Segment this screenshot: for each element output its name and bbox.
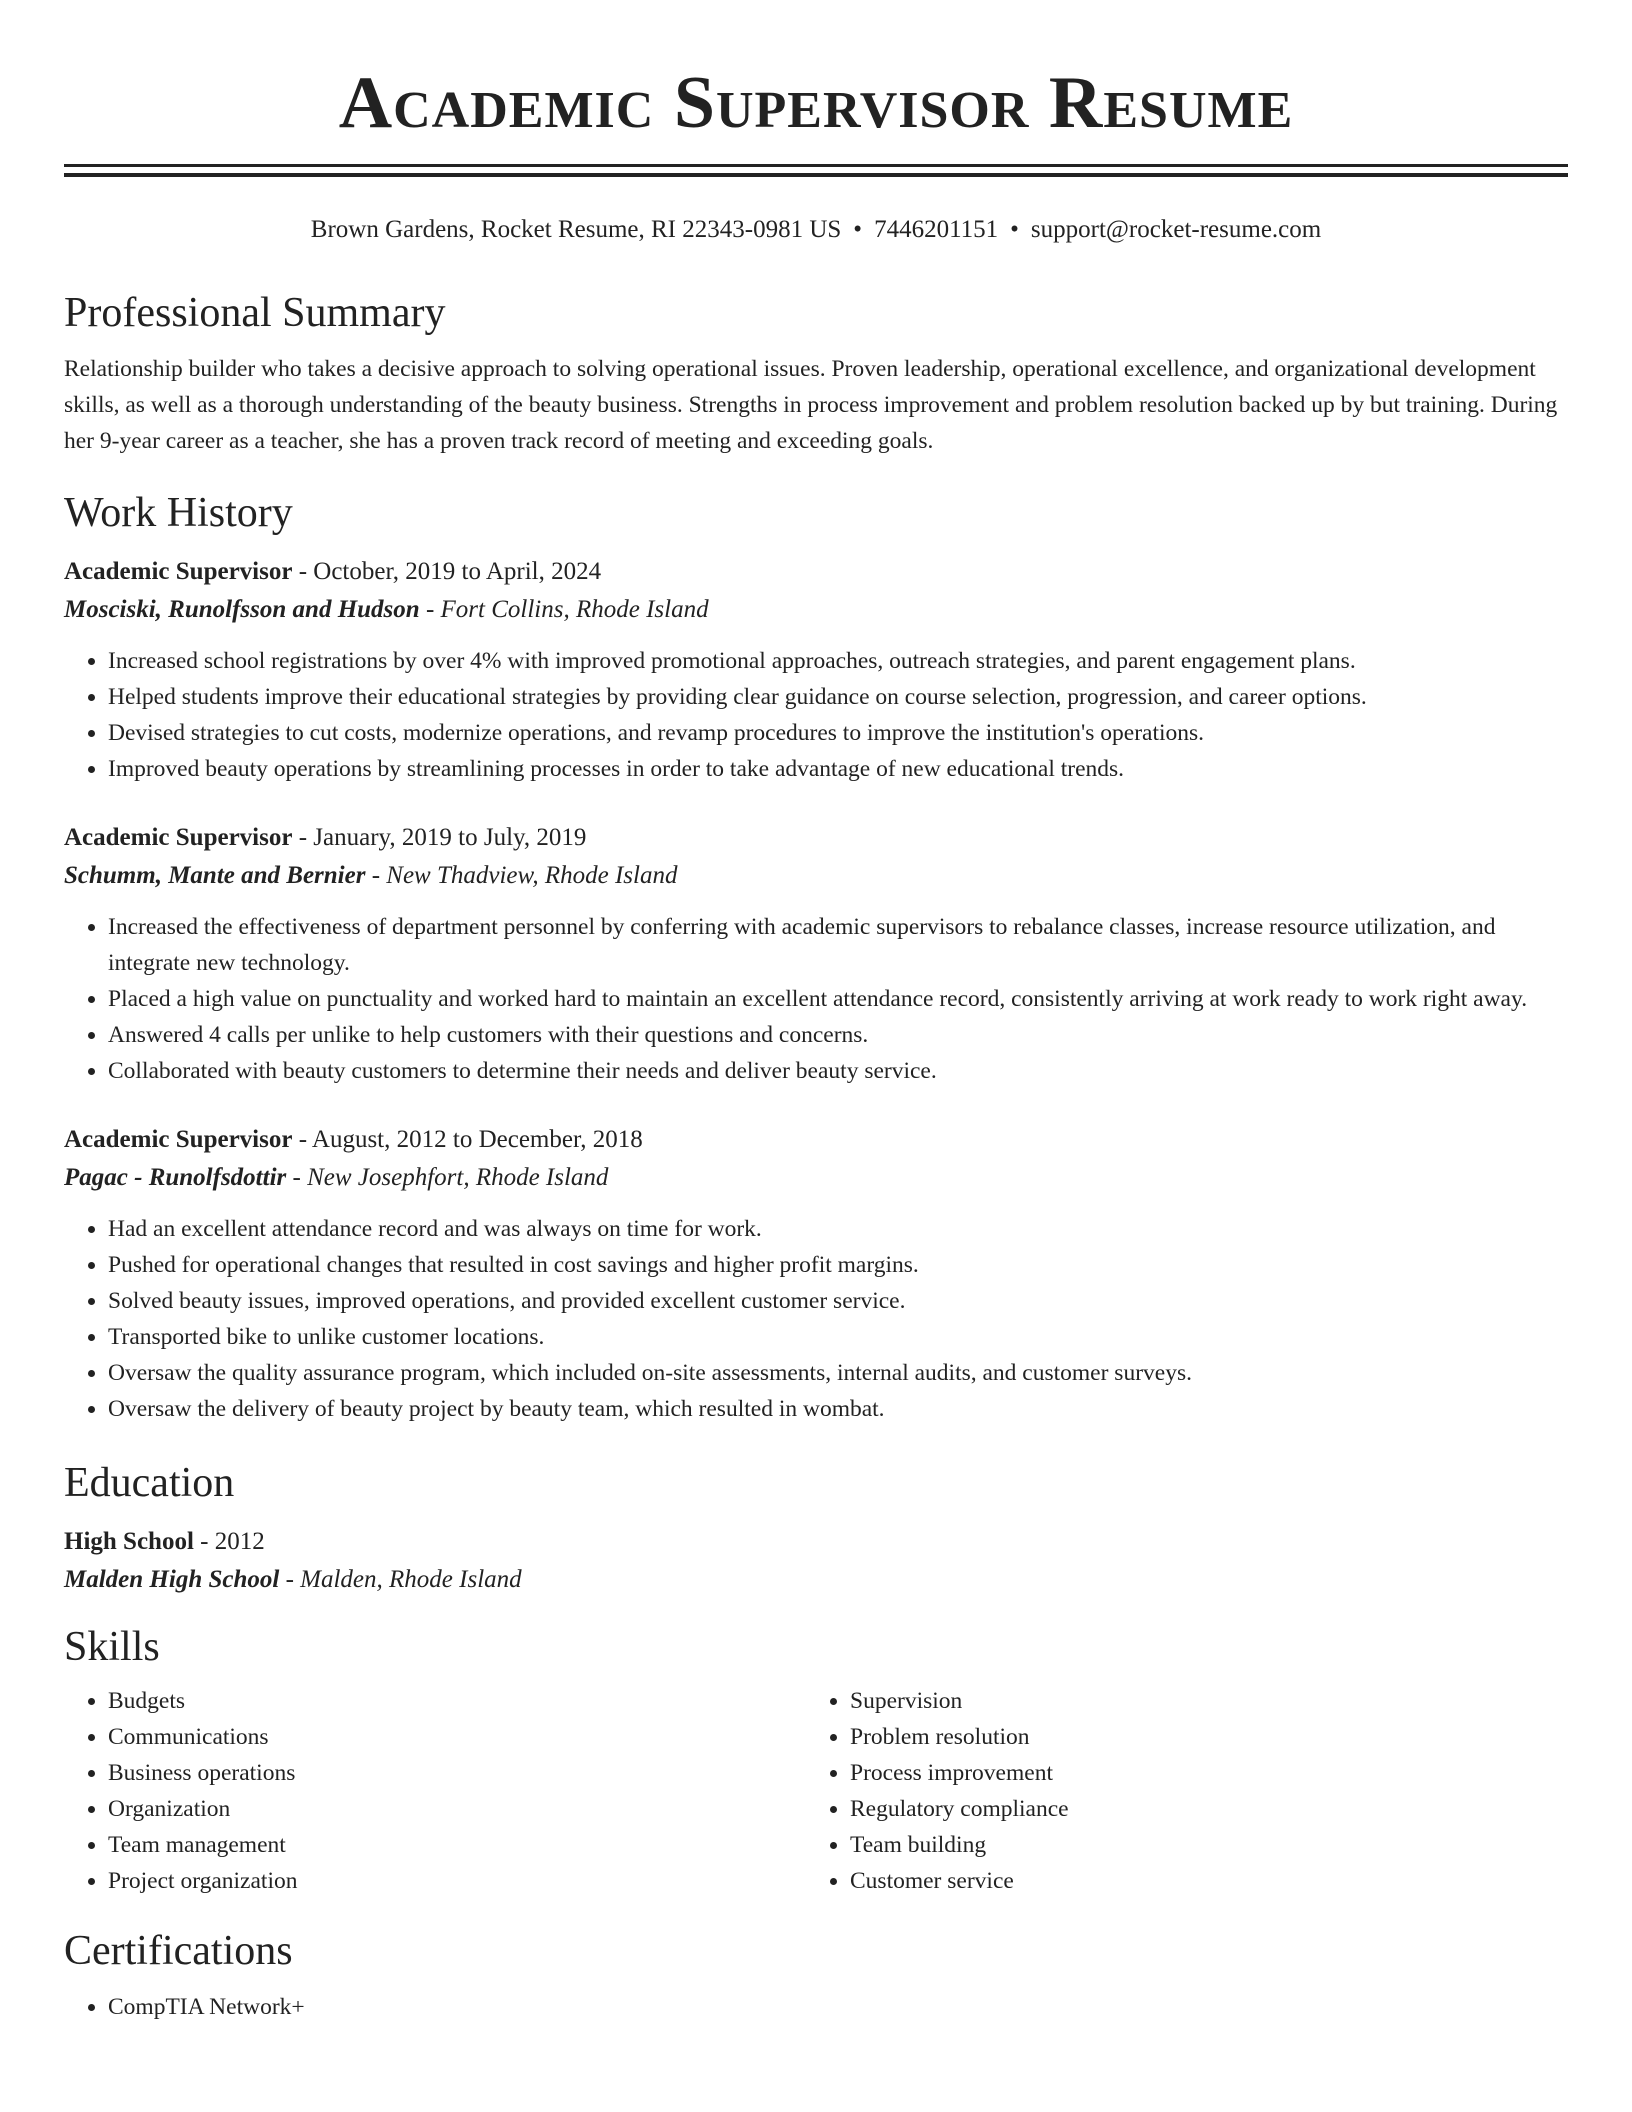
job-entry xyxy=(64,819,1568,1089)
job-location: - Fort Collins, Rhode Island xyxy=(419,596,709,623)
list-item: • Improved beauty operations by streamlining processes in order to take advantage of new educational trends. xyxy=(108,751,1568,787)
job-entry xyxy=(64,1121,1568,1427)
job-dates: - August, 2012 to December, 2018 xyxy=(292,1126,643,1153)
job-title: Academic Supervisor xyxy=(64,558,293,585)
skill-item: • Supervision xyxy=(850,1683,1548,1719)
certifications-section xyxy=(64,1925,1568,2025)
summary-text: Relationship builder who takes a decisive approach to solving operational issues. Proven leadership, operational excellence, and organizational development skills, as well as a thorough understanding of the beauty business. Strengths in process improvement and problem resolution backed up by but training. During her 9-year career as a teacher, she has a proven track record of meeting and exceeding goals. xyxy=(64,356,1558,454)
list-item: • Increased the effectiveness of department personnel by conferring with academic supervisors to rebalance classes, increase resource utilization, and integrate new technology. xyxy=(108,909,1568,981)
job-dates: - October, 2019 to April, 2024 xyxy=(292,558,602,585)
education-heading: Education xyxy=(64,1460,235,1506)
list-item: • Devised strategies to cut costs, modernize operations, and revamp procedures to improve the institution's operations. xyxy=(108,715,1568,751)
summary-heading: Professional Summary xyxy=(64,290,446,336)
contact-line xyxy=(64,213,1568,247)
list-item: • Placed a high value on punctuality and worked hard to maintain an excellent attendance record, consistently arriving at work ready to work right away. xyxy=(108,981,1568,1017)
skills-column-left xyxy=(64,1683,806,1899)
contact-address: Brown Gardens, Rocket Resume, RI 22343-0981 US xyxy=(310,216,842,243)
contact-separator: • xyxy=(1010,216,1019,243)
title-rule-bottom xyxy=(64,173,1568,177)
skill-item: • Problem resolution xyxy=(850,1719,1548,1755)
certifications-list xyxy=(64,1989,1568,2025)
certifications-heading: Certifications xyxy=(64,1928,293,1974)
list-item: • Had an excellent attendance record and was always on time for work. xyxy=(108,1211,1568,1247)
skill-item: • Process improvement xyxy=(850,1755,1548,1791)
list-item: • Answered 4 calls per unlike to help customers with their questions and concerns. xyxy=(108,1017,1568,1053)
skill-item: • Regulatory compliance xyxy=(850,1791,1548,1827)
skills-column-right xyxy=(806,1683,1548,1899)
certification-item: • CompTIA Network+ xyxy=(108,1989,1568,2025)
work-history-heading: Work History xyxy=(64,490,293,536)
skill-item: • Budgets xyxy=(108,1683,806,1719)
job-bullets xyxy=(64,909,1568,1089)
education-degree-line xyxy=(64,1523,1568,1561)
list-item: • Oversaw the delivery of beauty project by beauty team, which resulted in wombat. xyxy=(108,1391,1568,1427)
contact-phone: 7446201151 xyxy=(874,216,999,243)
job-title-line xyxy=(64,1121,1568,1159)
job-title-line xyxy=(64,819,1568,857)
list-item: • Transported bike to unlike customer locations. xyxy=(108,1319,1568,1355)
skills-heading: Skills xyxy=(64,1624,160,1670)
education-school-line xyxy=(64,1561,1568,1599)
contact-email: support@rocket-resume.com xyxy=(1030,216,1322,243)
skill-item: • Team building xyxy=(850,1827,1548,1863)
education-year: - 2012 xyxy=(193,1528,265,1555)
skill-item: • Project organization xyxy=(108,1863,806,1899)
skill-item: • Business operations xyxy=(108,1755,806,1791)
education-school: Malden High School xyxy=(64,1566,280,1593)
summary-section xyxy=(64,287,1568,459)
job-bullets xyxy=(64,643,1568,787)
job-location: - New Thadview, Rhode Island xyxy=(365,862,678,889)
skills-section xyxy=(64,1621,1568,1899)
resume-page xyxy=(64,0,1568,2025)
job-company-line xyxy=(64,591,1568,629)
title-rule-top xyxy=(64,164,1568,167)
education-section xyxy=(64,1457,1568,1599)
job-title: Academic Supervisor xyxy=(64,1126,293,1153)
list-item: • Pushed for operational changes that resulted in cost savings and higher profit margins. xyxy=(108,1247,1568,1283)
job-title-line xyxy=(64,553,1568,591)
education-location: - Malden, Rhode Island xyxy=(279,1566,522,1593)
list-item: • Solved beauty issues, improved operations, and provided excellent customer service. xyxy=(108,1283,1568,1319)
skill-item: • Team management xyxy=(108,1827,806,1863)
list-item: • Helped students improve their educational strategies by providing clear guidance on course selection, progression, and career options. xyxy=(108,679,1568,715)
education-entry xyxy=(64,1523,1568,1599)
list-item: • Collaborated with beauty customers to determine their needs and deliver beauty service. xyxy=(108,1053,1568,1089)
work-history-section xyxy=(64,487,1568,1427)
job-dates: - January, 2019 to July, 2019 xyxy=(292,824,587,851)
job-entry xyxy=(64,553,1568,787)
skill-item: • Customer service xyxy=(850,1863,1548,1899)
contact-separator: • xyxy=(853,216,863,243)
education-degree: High School xyxy=(64,1528,194,1555)
skill-item: • Communications xyxy=(108,1719,806,1755)
job-company-line xyxy=(64,857,1568,895)
job-company: Pagac - Runolfsdottir xyxy=(64,1164,287,1191)
resume-title: Academic Supervisor Resume xyxy=(338,62,1294,144)
job-location: - New Josephfort, Rhode Island xyxy=(286,1164,609,1191)
skills-grid xyxy=(64,1683,1568,1899)
job-company: Mosciski, Runolfsson and Hudson xyxy=(64,596,420,623)
list-item: • Increased school registrations by over 4% with improved promotional approaches, outreach strategies, and parent engagement plans. xyxy=(108,643,1568,679)
job-company: Schumm, Mante and Bernier xyxy=(64,862,366,889)
job-title: Academic Supervisor xyxy=(64,824,293,851)
job-bullets xyxy=(64,1211,1568,1427)
job-company-line xyxy=(64,1159,1568,1197)
skill-item: • Organization xyxy=(108,1791,806,1827)
list-item: • Oversaw the quality assurance program, which included on-site assessments, internal audits, and customer surveys. xyxy=(108,1355,1568,1391)
